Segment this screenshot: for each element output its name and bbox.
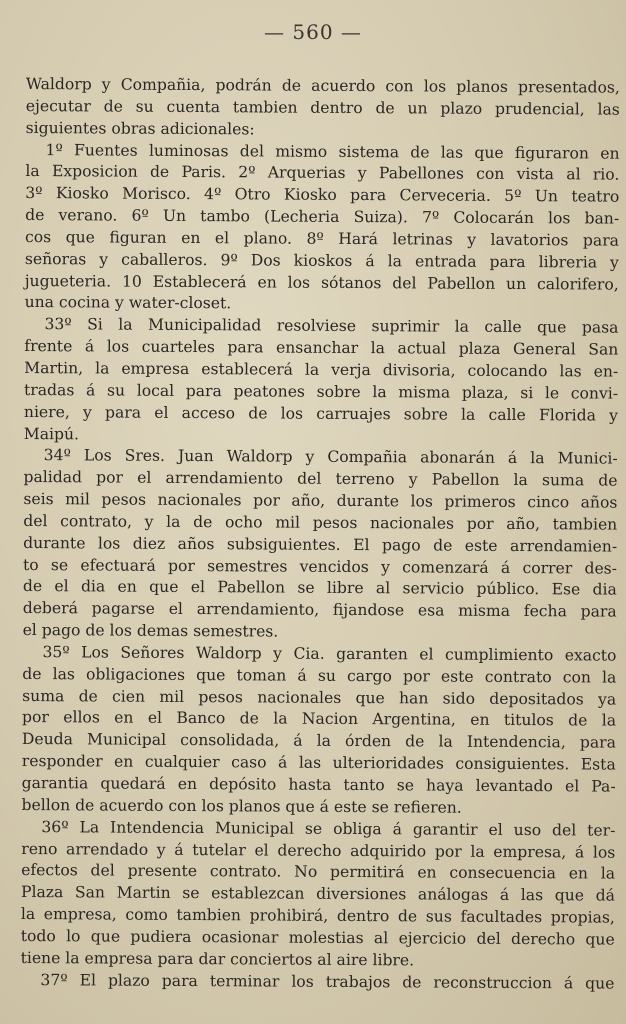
text-line: to se efectuará por semestres vencidos y comenzará á correr des- <box>22 555 618 578</box>
text-line: de verano. 6º Un tambo (Lecheria Suiza). 7º Colocarán los ban- <box>25 206 620 228</box>
text-line: de el dia en que el Pabellon se libre al servicio público. Ese dia <box>22 577 617 600</box>
text-line: todo lo que pudiera ocasionar molestias al ejercicio del derecho que <box>20 926 615 949</box>
text-line: el pago de los demas semestres. <box>22 621 279 641</box>
text-line: siguientes obras adicionales: <box>25 118 255 139</box>
text-line: tiene la empresa para dar conciertos al aire libre. <box>20 948 415 970</box>
text-line: niere, y para el acceso de los carruajes sobre la calle Florida y <box>23 402 618 425</box>
text-line: suma de cien mil pesos nacionales que han sido depositados ya <box>22 686 617 709</box>
text-line: tradas á su local para peatones sobre la misma plaza, si le convi- <box>24 380 619 403</box>
text-line: Plaza San Martin se establezcan diversiones análogas á las que dá <box>20 883 616 905</box>
text-line: ejecutar de su cuenta tambien dentro de un plazo prudencial, las <box>25 96 620 119</box>
text-line: 1º Fuentes luminosas del mismo sistema de las que figuraron en <box>45 140 620 163</box>
text-line: garantia quedará en depósito hasta tanto se haya levantado el Pa- <box>21 773 616 796</box>
text-line: Martin, la empresa establecerá la verja divisoria, colocando las en- <box>24 358 619 381</box>
text-line: 3º Kiosko Morisco. 4º Otro Kiosko para Cerveceria. 5º Un teatro <box>25 184 620 206</box>
text-line: la Exposicion de Paris. 2º Arquerias y Pabellones con vista al rio. <box>25 162 620 185</box>
text-line: responder en cualquier caso á las ulterioridades consiguientes. Esta <box>21 752 616 774</box>
text-line: cos que figuran en el plano. 8º Hará letrinas y lavatorios para <box>24 227 620 250</box>
text-line: durante los diez años subsiguientes. El pago de este arrendamien- <box>23 533 618 556</box>
text-line: Maipú. <box>23 424 80 443</box>
text-line: 35º Los Señores Waldorp y Cia. garanten el cumplimiento exacto <box>42 643 617 665</box>
page-number: — 560 — <box>264 20 362 44</box>
text-line: 34º Los Sres. Juan Waldorp y Compañia abonarán á la Munici- <box>43 446 618 468</box>
text-line: bellon de acuerdo con los planos que á este se refieren. <box>21 795 462 817</box>
text-line: 36º La Intendencia Municipal se obliga á garantir el uso del ter- <box>41 817 616 840</box>
text-line: de las obligaciones que toman á su cargo por este contrato con la <box>22 664 617 687</box>
text-line: seis mil pesos nacionales por año, durante los primeros cinco años <box>23 490 618 512</box>
text-line: efectos del presente contrato. No permitirá en consecuencia en la <box>21 861 616 883</box>
text-line: reno arrendado y á tutelar el derecho adquirido por la empresa, á los <box>21 839 616 862</box>
text-line: la empresa, como tambien prohibirá, dentro de sus facultades propias, <box>20 905 615 927</box>
text-line: señoras y caballeros. 9º Dos kioskos á la entrada para libreria y <box>24 249 619 272</box>
text-line: deberá pagarse el arrendamiento, fijandose esa misma fecha para <box>22 599 617 621</box>
text-line: 33º Si la Municipalidad resolviese suprimir la calle que pasa <box>44 315 619 337</box>
text-line: una cocina y water-closet. <box>24 293 232 313</box>
text-line: Deuda Municipal consolidada, á la órden de la Intendencia, para <box>21 730 616 752</box>
text-line: por ellos en el Banco de la Nacion Argentina, en titulos de la <box>22 708 617 731</box>
text-line: jugueteria. 10 Establecerá en los sótanos del Pabellon un calorifero, <box>24 271 619 294</box>
text-line: Waldorp y Compañia, podrán de acuerdo con los planos presentados, <box>25 74 620 97</box>
text-line: frente á los cuarteles para ensanchar la actual plaza General San <box>24 337 619 359</box>
text-line: 37º El plazo para terminar los trabajos de reconstruccion á que <box>40 970 615 993</box>
text-line: del contrato, y la de ocho mil pesos nacionales por año, tambien <box>23 511 618 534</box>
text-line: palidad por el arrendamiento del terreno y Pabellon la suma de <box>23 468 618 490</box>
body-text <box>20 74 620 995</box>
